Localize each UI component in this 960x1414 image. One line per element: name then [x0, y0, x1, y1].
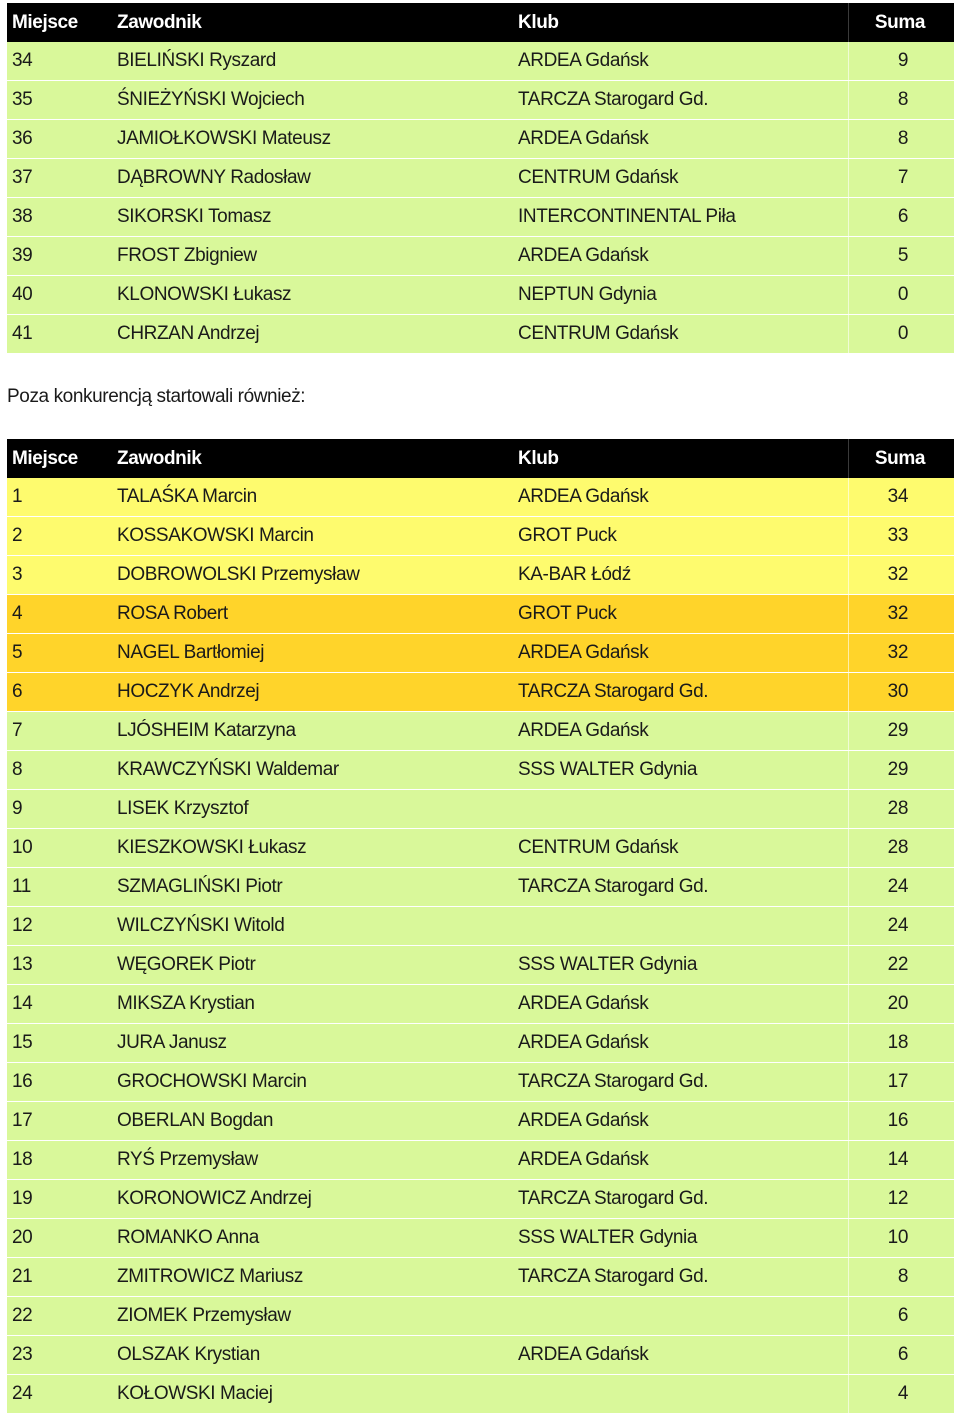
- cell-name: CHRZAN Andrzej: [117, 323, 260, 344]
- cell-place: 41: [12, 323, 33, 344]
- cell-name: KLONOWSKI Łukasz: [117, 284, 292, 305]
- table-row: [7, 81, 954, 120]
- header-place: Miejsce: [12, 11, 78, 33]
- cell-place: 35: [12, 89, 33, 110]
- cell-club: SSS WALTER Gdynia: [518, 1227, 698, 1248]
- cell-name: OBERLAN Bogdan: [117, 1110, 273, 1131]
- cell-sum: 24: [848, 907, 954, 945]
- cell-place: 6: [12, 681, 23, 702]
- cell-sum: 0: [848, 315, 954, 353]
- cell-place: 20: [12, 1227, 33, 1248]
- cell-name: DĄBROWNY Radosław: [117, 167, 311, 188]
- cell-sum: 5: [848, 237, 954, 275]
- table-row: [7, 712, 954, 751]
- cell-club: ARDEA Gdańsk: [518, 245, 649, 266]
- cell-place: 1: [12, 486, 23, 507]
- table-row: [7, 985, 954, 1024]
- header-name: Zawodnik: [117, 447, 202, 469]
- cell-sum: 7: [848, 159, 954, 197]
- cell-name: ZIOMEK Przemysław: [117, 1305, 291, 1326]
- table-row: [7, 1024, 954, 1063]
- out-of-competition-note: Poza konkurencją startowali również:: [7, 386, 306, 407]
- cell-club: ARDEA Gdańsk: [518, 128, 649, 149]
- table-row: [7, 1219, 954, 1258]
- cell-name: ROSA Robert: [117, 603, 228, 624]
- cell-name: LJÓSHEIM Katarzyna: [117, 720, 296, 741]
- cell-club: ARDEA Gdańsk: [518, 50, 649, 71]
- header-sum: Suma: [848, 3, 954, 42]
- cell-sum: 32: [848, 556, 954, 594]
- table-row: [7, 1297, 954, 1336]
- cell-name: MIKSZA Krystian: [117, 993, 255, 1014]
- cell-name: FROST Zbigniew: [117, 245, 257, 266]
- cell-club: GROT Puck: [518, 525, 617, 546]
- header-place: Miejsce: [12, 447, 78, 469]
- table-row: [7, 595, 954, 634]
- table-row: [7, 276, 954, 315]
- table-row: [7, 868, 954, 907]
- cell-sum: 24: [848, 868, 954, 906]
- cell-name: KOŁOWSKI Maciej: [117, 1383, 273, 1404]
- table-row: [7, 315, 954, 354]
- cell-club: TARCZA Starogard Gd.: [518, 89, 709, 110]
- cell-club: ARDEA Gdańsk: [518, 486, 649, 507]
- cell-name: ROMANKO Anna: [117, 1227, 259, 1248]
- cell-name: WĘGOREK Piotr: [117, 954, 256, 975]
- table-row: [7, 790, 954, 829]
- cell-sum: 6: [848, 1297, 954, 1335]
- cell-club: GROT Puck: [518, 603, 617, 624]
- cell-sum: 17: [848, 1063, 954, 1101]
- table-row: [7, 829, 954, 868]
- cell-name: BIELIŃSKI Ryszard: [117, 50, 276, 71]
- cell-name: SIKORSKI Tomasz: [117, 206, 272, 227]
- cell-club: CENTRUM Gdańsk: [518, 837, 679, 858]
- cell-sum: 6: [848, 1336, 954, 1374]
- cell-place: 22: [12, 1305, 33, 1326]
- table-row: [7, 237, 954, 276]
- cell-place: 39: [12, 245, 33, 266]
- cell-club: ARDEA Gdańsk: [518, 993, 649, 1014]
- cell-sum: 28: [848, 829, 954, 867]
- cell-place: 21: [12, 1266, 33, 1287]
- cell-sum: 29: [848, 712, 954, 750]
- cell-place: 10: [12, 837, 33, 858]
- cell-club: ARDEA Gdańsk: [518, 1344, 649, 1365]
- header-club: Klub: [518, 11, 559, 33]
- table-body: [7, 478, 954, 1414]
- cell-place: 14: [12, 993, 33, 1014]
- cell-club: ARDEA Gdańsk: [518, 720, 649, 741]
- cell-place: 24: [12, 1383, 33, 1404]
- cell-name: NAGEL Bartłomiej: [117, 642, 265, 663]
- cell-club: ARDEA Gdańsk: [518, 1032, 649, 1053]
- table-header: [7, 439, 954, 478]
- cell-place: 12: [12, 915, 33, 936]
- cell-club: CENTRUM Gdańsk: [518, 323, 679, 344]
- cell-name: HOCZYK Andrzej: [117, 681, 260, 702]
- cell-sum: 18: [848, 1024, 954, 1062]
- cell-sum: 6: [848, 198, 954, 236]
- cell-club: TARCZA Starogard Gd.: [518, 876, 709, 897]
- cell-place: 5: [12, 642, 23, 663]
- cell-club: SSS WALTER Gdynia: [518, 954, 698, 975]
- cell-sum: 28: [848, 790, 954, 828]
- cell-place: 38: [12, 206, 33, 227]
- table-row: [7, 120, 954, 159]
- table-row: [7, 907, 954, 946]
- cell-name: SZMAGLIŃSKI Piotr: [117, 876, 283, 897]
- cell-sum: 4: [848, 1375, 954, 1413]
- cell-place: 4: [12, 603, 23, 624]
- cell-name: ŚNIEŻYŃSKI Wojciech: [117, 89, 305, 110]
- cell-club: NEPTUN Gdynia: [518, 284, 657, 305]
- table-row: [7, 673, 954, 712]
- cell-name: RYŚ Przemysław: [117, 1149, 258, 1170]
- cell-place: 17: [12, 1110, 33, 1131]
- cell-sum: 8: [848, 1258, 954, 1296]
- cell-place: 19: [12, 1188, 33, 1209]
- results-table-extra: [7, 439, 954, 1414]
- cell-sum: 30: [848, 673, 954, 711]
- cell-club: TARCZA Starogard Gd.: [518, 681, 709, 702]
- results-table-main: [7, 3, 954, 354]
- table-row: [7, 556, 954, 595]
- table-row: [7, 946, 954, 985]
- cell-club: TARCZA Starogard Gd.: [518, 1071, 709, 1092]
- table-row: [7, 517, 954, 556]
- cell-name: JAMIOŁKOWSKI Mateusz: [117, 128, 331, 149]
- cell-sum: 10: [848, 1219, 954, 1257]
- cell-place: 34: [12, 50, 33, 71]
- header-club: Klub: [518, 447, 559, 469]
- cell-place: 40: [12, 284, 33, 305]
- cell-sum: 32: [848, 595, 954, 633]
- cell-club: ARDEA Gdańsk: [518, 1110, 649, 1131]
- cell-place: 9: [12, 798, 23, 819]
- table-row: [7, 42, 954, 81]
- table-row: [7, 159, 954, 198]
- cell-sum: 33: [848, 517, 954, 555]
- results-page: [7, 3, 954, 1414]
- cell-club: TARCZA Starogard Gd.: [518, 1266, 709, 1287]
- cell-club: INTERCONTINENTAL Piła: [518, 206, 736, 227]
- cell-sum: 0: [848, 276, 954, 314]
- table-row: [7, 751, 954, 790]
- cell-sum: 8: [848, 81, 954, 119]
- cell-place: 18: [12, 1149, 33, 1170]
- cell-name: KRAWCZYŃSKI Waldemar: [117, 759, 339, 780]
- table-row: [7, 1336, 954, 1375]
- cell-club: KA-BAR Łódź: [518, 564, 631, 585]
- cell-place: 7: [12, 720, 23, 741]
- table-row: [7, 1063, 954, 1102]
- table-row: [7, 1258, 954, 1297]
- cell-place: 11: [12, 876, 31, 897]
- table-row: [7, 1141, 954, 1180]
- cell-sum: 12: [848, 1180, 954, 1218]
- table-row: [7, 1180, 954, 1219]
- table-row: [7, 478, 954, 517]
- cell-name: WILCZYŃSKI Witold: [117, 915, 285, 936]
- cell-place: 13: [12, 954, 33, 975]
- cell-club: ARDEA Gdańsk: [518, 642, 649, 663]
- table-row: [7, 1102, 954, 1141]
- cell-place: 8: [12, 759, 23, 780]
- table-body: [7, 42, 954, 354]
- table-row: [7, 634, 954, 673]
- cell-sum: 8: [848, 120, 954, 158]
- cell-sum: 16: [848, 1102, 954, 1140]
- cell-name: LISEK Krzysztof: [117, 798, 249, 819]
- cell-name: KORONOWICZ Andrzej: [117, 1188, 312, 1209]
- table-row: [7, 1375, 954, 1414]
- cell-place: 36: [12, 128, 33, 149]
- cell-club: CENTRUM Gdańsk: [518, 167, 679, 188]
- cell-name: JURA Janusz: [117, 1032, 227, 1053]
- cell-name: KOSSAKOWSKI Marcin: [117, 525, 314, 546]
- table-row: [7, 198, 954, 237]
- cell-sum: 32: [848, 634, 954, 672]
- header-name: Zawodnik: [117, 11, 202, 33]
- cell-place: 2: [12, 525, 23, 546]
- table-header: [7, 3, 954, 42]
- cell-name: DOBROWOLSKI Przemysław: [117, 564, 360, 585]
- cell-name: TALAŚKA Marcin: [117, 486, 257, 507]
- cell-place: 37: [12, 167, 33, 188]
- cell-sum: 20: [848, 985, 954, 1023]
- cell-place: 15: [12, 1032, 33, 1053]
- cell-sum: 9: [848, 42, 954, 80]
- cell-sum: 22: [848, 946, 954, 984]
- cell-sum: 29: [848, 751, 954, 789]
- cell-club: TARCZA Starogard Gd.: [518, 1188, 709, 1209]
- cell-place: 16: [12, 1071, 33, 1092]
- cell-club: ARDEA Gdańsk: [518, 1149, 649, 1170]
- cell-name: GROCHOWSKI Marcin: [117, 1071, 307, 1092]
- cell-club: SSS WALTER Gdynia: [518, 759, 698, 780]
- cell-name: ZMITROWICZ Mariusz: [117, 1266, 303, 1287]
- cell-name: KIESZKOWSKI Łukasz: [117, 837, 307, 858]
- header-sum: Suma: [848, 439, 954, 478]
- cell-name: OLSZAK Krystian: [117, 1344, 260, 1365]
- cell-place: 23: [12, 1344, 33, 1365]
- cell-sum: 14: [848, 1141, 954, 1179]
- cell-place: 3: [12, 564, 23, 585]
- cell-sum: 34: [848, 478, 954, 516]
